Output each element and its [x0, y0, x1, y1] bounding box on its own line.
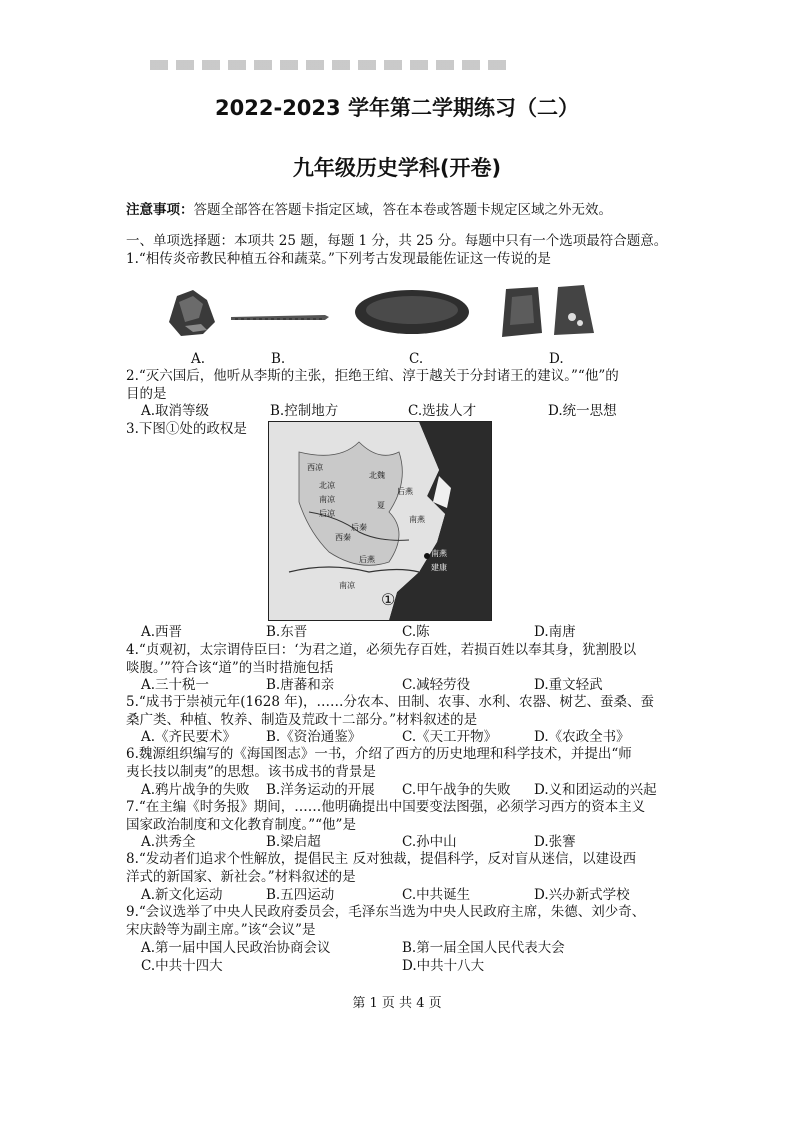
- exam-subtitle: 九年级历史学科(开卷): [292, 156, 502, 180]
- map-label: 西秦: [335, 533, 351, 542]
- question-5-option-c[interactable]: C.《天工开物》: [402, 729, 498, 745]
- exam-title: 2022-2023 学年第二学期练习（二）: [215, 96, 579, 120]
- question-9-line-1: 9.“会议选举了中央人民政府委员会，毛泽东当选为中央人民政府主席，朱德、刘少奇、: [126, 904, 646, 920]
- notice-text: 答题全部答在答题卡指定区域，答在本卷或答题卡规定区域之外无效。: [193, 202, 612, 218]
- question-6-option-d[interactable]: D.义和团运动的兴起: [534, 782, 657, 798]
- map-label: 后燕: [359, 555, 375, 564]
- question-7-option-b[interactable]: B.梁启超: [266, 834, 321, 850]
- question-2-option-a[interactable]: A.取消等级: [141, 403, 210, 419]
- question-4-line-2: 啖腹。’”符合该“道”的当时措施包括: [126, 660, 334, 676]
- question-7-line-2: 国家政治制度和文化教育制度。”“他”是: [126, 817, 356, 833]
- question-9-option-a[interactable]: A.第一届中国人民政治协商会议: [141, 940, 331, 956]
- question-3-option-b[interactable]: B.东晋: [266, 624, 308, 640]
- grinding-stone-icon: [353, 288, 471, 340]
- question-4-option-d[interactable]: D.重文轻武: [534, 677, 603, 693]
- question-1-option-a[interactable]: A.: [191, 351, 206, 367]
- question-8-option-c[interactable]: C.中共诞生: [402, 887, 471, 903]
- map-marker-1: ①: [381, 590, 396, 609]
- map-label: 北魏: [369, 471, 385, 480]
- question-1-option-b[interactable]: B.: [271, 351, 286, 367]
- stone-spade-icon: [498, 283, 610, 347]
- question-5-option-d[interactable]: D.《农政全书》: [534, 729, 630, 745]
- question-3-option-a[interactable]: A.西晋: [141, 624, 183, 640]
- map-label: 后凉: [319, 509, 335, 518]
- question-4-option-c[interactable]: C.减轻劳役: [402, 677, 471, 693]
- question-4-line-1: 4.“贞观初，太宗谓侍臣曰：‘为君之道，必须先存百姓，若损百姓以奉其身，犹割股以: [126, 642, 637, 658]
- question-2-option-b[interactable]: B.控制地方: [270, 403, 339, 419]
- question-1-option-d[interactable]: D.: [549, 351, 564, 367]
- question-8-line-1: 8.“发动者们追求个性解放，提倡民主 反对独裁，提倡科学，反对盲从迷信，以建设西: [126, 851, 637, 867]
- notice: [126, 201, 612, 220]
- map-label: 西凉: [307, 463, 323, 472]
- question-2-option-c[interactable]: C.选拔人才: [408, 403, 477, 419]
- map-label: 后燕: [397, 487, 413, 496]
- question-8-option-b[interactable]: B.五四运动: [266, 887, 335, 903]
- question-2-option-d[interactable]: D.统一思想: [548, 403, 617, 419]
- question-6-line-2: 夷长技以制夷”的思想。该书成书的背景是: [126, 764, 376, 780]
- question-3-option-d[interactable]: D.南唐: [534, 624, 576, 640]
- question-6-option-a[interactable]: A.鸦片战争的失败: [141, 782, 250, 798]
- question-1-option-c[interactable]: C.: [409, 351, 424, 367]
- question-3-option-c[interactable]: C.陈: [402, 624, 430, 640]
- question-8-option-d[interactable]: D.兴办新式学校: [534, 887, 630, 903]
- question-7-line-1: 7.“在主编《时务报》期间，……他明确提出中国要变法图强，必须学习西方的资本主义: [126, 799, 646, 815]
- map-label: 建康: [431, 563, 447, 572]
- question-8-option-a[interactable]: A.新文化运动: [141, 887, 223, 903]
- map-label: 南燕: [409, 515, 425, 524]
- question-2-line-1: 2.“灭六国后，他听从李斯的主张，拒绝王绾、淳于越关于分封诸王的建议。”“他”的: [126, 368, 619, 384]
- question-8-line-2: 洋式的新国家、新社会。”材料叙述的是: [126, 869, 356, 885]
- question-9-option-d[interactable]: D.中共十八大: [402, 958, 485, 974]
- question-6-option-c[interactable]: C.甲午战争的失败: [402, 782, 511, 798]
- question-9-line-2: 宋庆龄等为副主席。”该“会议”是: [126, 922, 316, 938]
- question-9-option-b[interactable]: B.第一届全国人民代表大会: [402, 940, 565, 956]
- question-2-line-2: 目的是: [126, 386, 167, 402]
- map-label: 北凉: [319, 481, 335, 490]
- question-9-option-c[interactable]: C.中共十四大: [141, 958, 223, 974]
- question-7-option-d[interactable]: D.张謇: [534, 834, 576, 850]
- bone-needle-icon: [229, 310, 331, 329]
- question-7-option-a[interactable]: A.洪秀全: [141, 834, 196, 850]
- question-1-text: 1.“相传炎帝教民种植五谷和蔬菜。”下列考古发现最能佐证这一传说的是: [126, 251, 551, 267]
- question-4-option-b[interactable]: B.唐蕃和亲: [266, 677, 335, 693]
- question-5-option-a[interactable]: A.《齐民要术》: [141, 729, 237, 745]
- notice-label: 注意事项：: [126, 202, 194, 218]
- question-5-option-b[interactable]: B.《资治通鉴》: [266, 729, 362, 745]
- stone-tool-icon: [163, 282, 223, 346]
- map-label: 南凉: [319, 495, 335, 504]
- question-7-option-c[interactable]: C.孙中山: [402, 834, 457, 850]
- map-label: 南燕: [431, 549, 447, 558]
- question-6-line-1: 6.魏源组织编写的《海国图志》一书，介绍了西方的历史地理和科学技术，并提出“师: [126, 746, 632, 762]
- page-footer: 第 1 页 共 4 页: [352, 996, 442, 1011]
- header-scan-artifact: [150, 60, 510, 70]
- question-6-option-b[interactable]: B.洋务运动的开展: [266, 782, 375, 798]
- map-label: 南凉: [339, 581, 355, 590]
- question-5-line-2: 桑广类、种植、牧养、制造及荒政十二部分。”材料叙述的是: [126, 712, 478, 728]
- map-label: 后秦: [351, 523, 367, 532]
- section-heading: 一、单项选择题：本项共 25 题，每题 1 分，共 25 分。每题中只有一个选项最符合题意。: [126, 233, 668, 249]
- map-svg: [269, 422, 491, 620]
- question-3-text: 3.下图①处的政权是: [126, 421, 247, 437]
- map-image: [268, 421, 492, 621]
- question-4-option-a[interactable]: A.三十税一: [141, 677, 210, 693]
- map-label: 夏: [377, 501, 385, 510]
- question-5-line-1: 5.“成书于崇祯元年(1628 年)，……分农本、田制、农事、水利、农器、树艺、蚕桑、蚕: [126, 694, 654, 710]
